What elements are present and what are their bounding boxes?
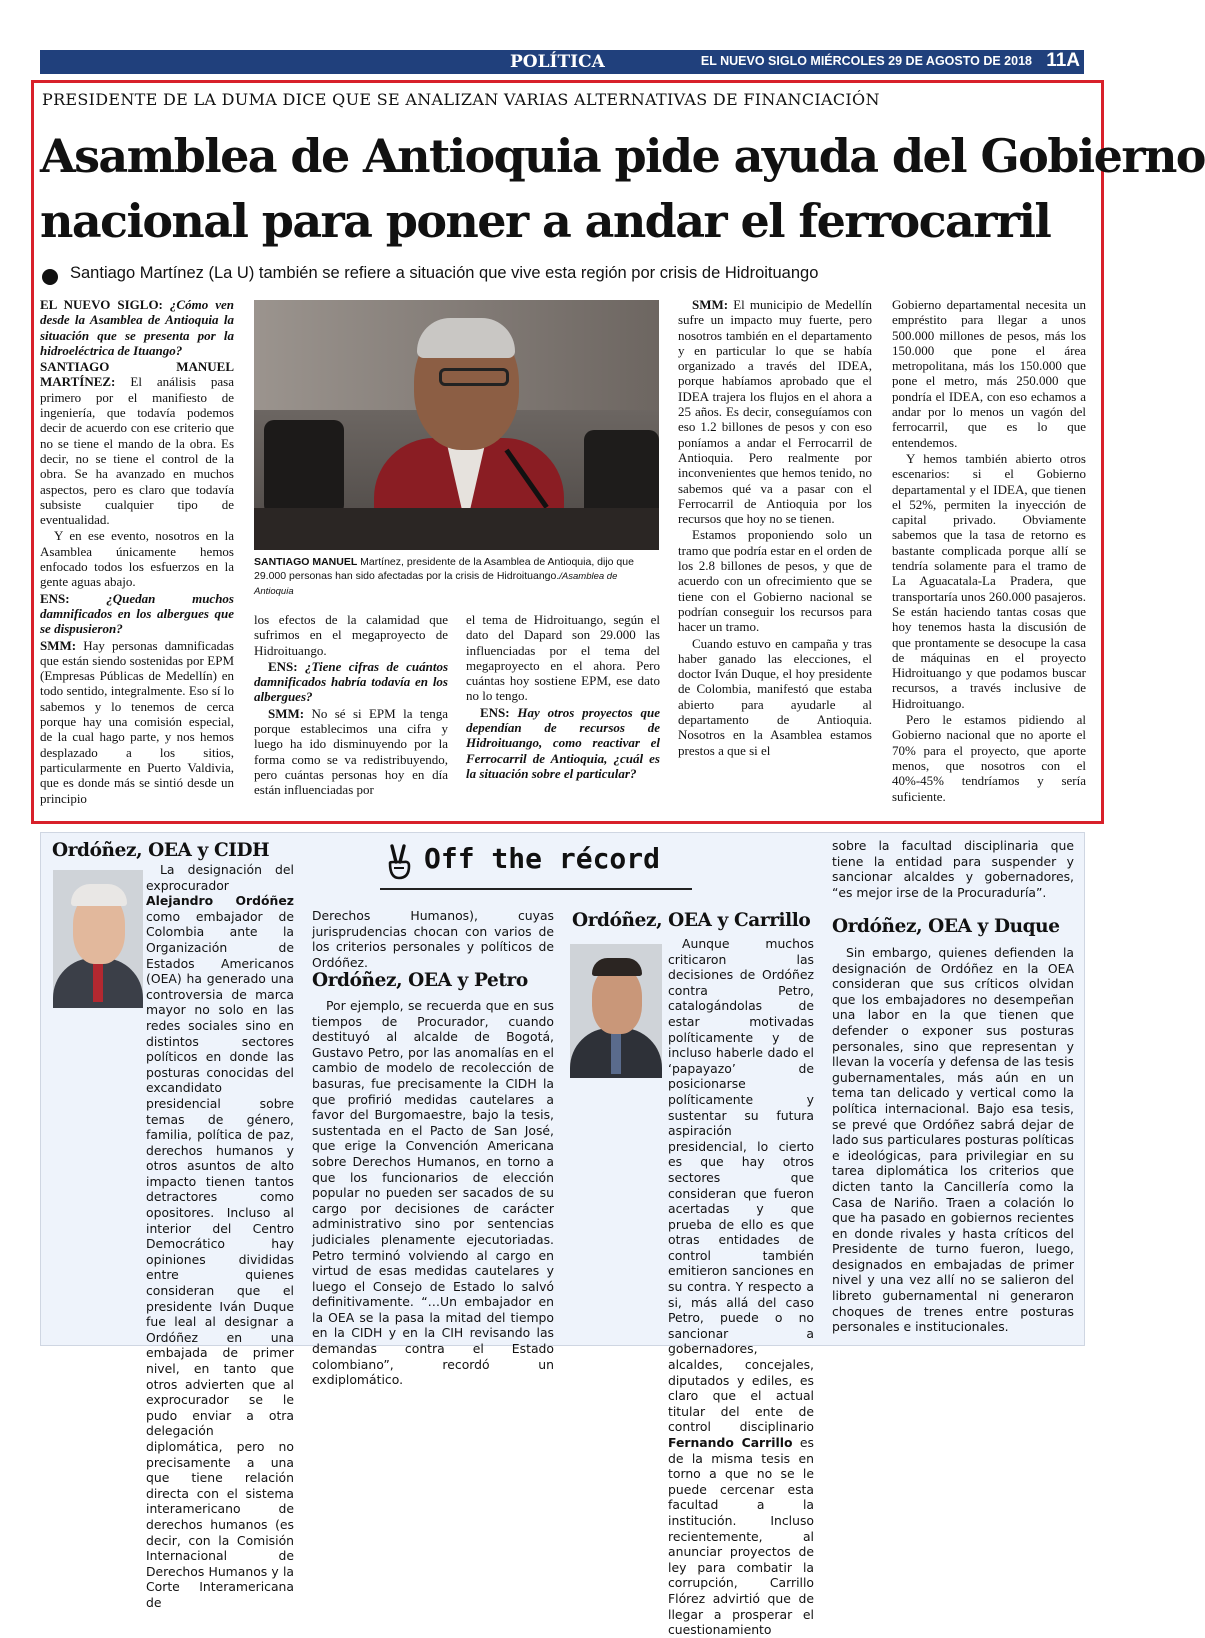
title-underline bbox=[380, 888, 692, 890]
off-the-record-title: Off the récord bbox=[424, 842, 661, 875]
headline-line-2: nacional para poner a andar el ferrocarril bbox=[40, 194, 1051, 248]
interview-question: ENS: ¿Quedan muchos damnificados en los albergues que se dispusieron? bbox=[40, 590, 234, 637]
paragraph: Pero le estamos pidiendo al Gobierno nacional que no aporte el 70% para el proyecto, que aporte menos, que nosotros con el 40%-45% tendríamos y sería suficiente. bbox=[892, 712, 1086, 804]
interview-question: ENS: Hay otros proyectos que dependían de recursos de Hidroituango, como reactivar el Ferrocarril de Antioquia, ¿cuál es la situación sobre el particular? bbox=[466, 704, 660, 781]
off-column-4 bbox=[832, 945, 1074, 1335]
subhead-cidh: Ordóñez, OEA y CIDH bbox=[52, 840, 270, 861]
section-name: POLÍTICA bbox=[510, 52, 605, 72]
article-column-5 bbox=[892, 297, 1086, 807]
paragraph: los efectos de la calamidad que sufrimos en el megaproyecto de Hidroituango. bbox=[254, 612, 448, 658]
paragraph: Sin embargo, quienes defienden la designación de Ordóñez en la OEA consideran que sus críticos olvidan que los embajadores no desempeñan una labor en la que tienen que defender o exponer sus posturas personales, sino que representan y llevan la vocería y defensa de las tesis gubernamentales, más aún en un tema tan delicado y vertical como la política internacional. Bajo esa tesis, se prevé que Ordóñez sabrá dejar de lado sus particulares posturas políticas e ideológicas, para privilegiar en su tarea diplomática los criterios que dicten tanto la Cancillería como la Casa de Nariño. Traen a colación lo que ha pasado en gobiernos recientes en donde rivales y hasta críticos del Presidente de turno fueron, luego, designados en embajadas de primer nivel y una vez allí no se salieron del libreto gubernamental ni generaron choques de trenes entre posturas personales e institucionales. bbox=[832, 945, 1074, 1335]
interview-question: EL NUEVO SIGLO: ¿Cómo ven desde la Asamblea de Antioquia la situación que se presenta por la hidroeléctrica de Ituango? bbox=[40, 297, 234, 358]
article-column-4 bbox=[678, 297, 872, 807]
off-column-2 bbox=[312, 998, 554, 1388]
article-headline bbox=[40, 124, 1205, 254]
paragraph: Estamos proponiendo solo un tramo que podría estar en el orden de los 2.8 billones de pesos, y que de acuerdo con un ofrecimiento que se tiene con el Gobierno nacional se podrían conseguir los recursos para hacer un tramo. bbox=[678, 527, 872, 635]
article-column-1 bbox=[40, 297, 234, 807]
interview-answer: SANTIAGO MANUEL MARTÍNEZ: El análisis pasa primero por el manifiesto de ingeniería, que todavía podemos decir de acuerdo con ese criterio que no se tiene el mando de la obra. Es decir, no se tiene el control de la obra. Se ha avanzado en muchos aspectos, pero es claro que todavía subsiste cualquier tipo de eventualidad. bbox=[40, 359, 234, 528]
section-header-bar bbox=[40, 50, 1084, 74]
interview-question: ENS: ¿Tiene cifras de cuántos damnificados habría todavía en los albergues? bbox=[254, 658, 448, 705]
paragraph: La designación del exprocurador Alejandro Ordóñez como embajador de Colombia ante la Organización de Estados Americanos (OEA) ha generado una controversia de marca mayor no solo en las redes sociales sino en distintos sectores políticos en donde las posturas conocidas del excandidato presidencial sobre temas de género, familia, política de paz, derechos humanos y otros asuntos de alto impacto tienen tantos detractores como opositores. Incluso al interior del Centro Democrático hay opiniones divididas entre quienes consideran que el presidente Iván Duque fue leal al designar a Ordóñez en una embajada de primer nivel, en tanto que otros advierten que al exprocurador se le pudo enviar a otra delegación diplomática, pero no precisamente a una que tiene relación directa con el sistema interamericano de derechos humanos (es decir, con la Comisión Internacional de Derechos Humanos y la Corte Interamericana de bbox=[146, 862, 294, 1610]
off-column-1 bbox=[52, 862, 294, 1610]
article-lead: Santiago Martínez (La U) también se refiere a situación que vive esta región por crisis de Hidroituango bbox=[70, 264, 819, 282]
paragraph: Y hemos también abierto otros escenarios: si el Gobierno departamental y el IDEA, que tienen el 52%, permiten la inyección de capital privado. Obviamente sabemos que la tasa de retorno es bastante complicada porque allí se tendría solamente para el tramo de La Aguacatala-La Pradera, que transportaría unos 260.000 pasajeros. Se están haciendo tantas cosas que hoy tenemos hasta la discusión de que prontamente se desocupe la casa de máquinas en el proyecto Hidroituango y que podamos buscar recursos, a través inclusive de Hidroituango. bbox=[892, 450, 1086, 711]
subhead-carrillo: Ordóñez, OEA y Carrillo bbox=[572, 910, 811, 931]
article-column-2 bbox=[254, 612, 448, 808]
article-kicker: PRESIDENTE DE LA DUMA DICE QUE SE ANALIZAN VARIAS ALTERNATIVAS DE FINANCIACIÓN bbox=[42, 90, 880, 109]
paragraph: Por ejemplo, se recuerda que en sus tiempos de Procurador, cuando destituyó al alcalde de Bogotá, Gustavo Petro, por las anomalías en el cambio de modelo de recolección de basuras, fue precisamente la CIDH la que profirió medidas cautelares a favor del Burgomaestre, bajo la tesis, sustentada en el Pacto de San José, que erige la Convención Americana sobre Derechos Humanos, en torno a que los funcionarios de elección popular no pueden ser sacados de su cargo por decisiones de carácter administrativo sino por sentencias judiciales plenamente ejecutoriadas. Petro terminó volviendo al cargo en virtud de esas medidas cautelares y luego el Consejo de Estado lo salvó definitivamente. “…Un embajador en la OEA se la pasa la mitad del tiempo en la CIDH y en la CIH revisando las demandas contra el Estado colombiano”, recordó un exdiplomático. bbox=[312, 998, 554, 1388]
article-photo bbox=[254, 300, 659, 550]
paper-date-line: EL NUEVO SIGLO MIÉRCOLES 29 DE AGOSTO DE 2018 bbox=[700, 54, 1032, 68]
peace-hand-icon bbox=[384, 844, 414, 880]
interview-answer: SMM: No sé si EPM la tenga porque establecimos una cifra y luego ha ido disminuyendo por la forma como se va redistribuyendo, pero cuántas personas hoy en día están influenciadas por bbox=[254, 705, 448, 798]
paragraph: el tema de Hidroituango, según el dato del Dapard son 29.000 las influenciadas por el tema del megaproyecto en el ahora. Pero cuántas hoy sostiene EPM, ese dato no lo tengo. bbox=[466, 612, 660, 704]
off-column-2-top: Derechos Humanos), cuyas jurisprudencias chocan con varios de los criterios personales y políticos de Ordóñez. bbox=[312, 908, 554, 970]
off-column-3 bbox=[572, 936, 814, 1638]
bullet-dot-icon bbox=[42, 269, 58, 285]
paragraph: Gobierno departamental necesita un empréstito para llegar a unos 500.000 millones de pesos, más los 150.000 que pone el área metropolitana, más los 150.000 que pone el metro, más 250.000 que pondría el IDEA, con eso echamos a andar por lo menos un vagón del ferrocarril, que es lo que entendemos. bbox=[892, 297, 1086, 450]
interview-answer: SMM: Hay personas damnificadas que están siendo sostenidas por EPM (Empresas Públicas de Medellín) en todo sentido, integralmente. Eso sí lo sabemos y lo tenemos de cerca porque hay una comisión especial, de la cual hago parte, y nos hemos desplazado a los sitios, particularmente en Puerto Valdivia, que es donde más se sintió desde un principio bbox=[40, 637, 234, 806]
photo-caption: SANTIAGO MANUEL Martínez, presidente de la Asamblea de Antioquia, dijo que 29.000 personas han sido afectadas por la crisis de Hidroituango./Asamblea de Antioquia bbox=[254, 556, 634, 597]
off-column-4-top: sobre la facultad disciplinaria que tiene la entidad para suspender y sancionar alcaldes y gobernadores, “es mejor irse de la Procuraduría”. bbox=[832, 838, 1074, 900]
paragraph: Cuando estuvo en campaña y tras haber ganado las elecciones, el doctor Iván Duque, el hoy presidente de Colombia, manifestó que estaba abierto para ayudarle al departamento de Antioquia. Nosotros en la Asamblea estamos prestos a que si el bbox=[678, 635, 872, 758]
page-number: 11A bbox=[1046, 50, 1080, 71]
interview-answer: SMM: El municipio de Medellín sufre un impacto muy fuerte, pero nosotros también en el departamento y en particular lo que se había organizado a través del IDEA, porque habíamos aprobado que el IDEA trajera los flujos en el ahora a 25 años. Es decir, conseguíamos con eso 1.2 billones de pesos y con eso poníamos a andar el Ferrocarril de Antioquia. Pero realmente por inconvenientes que hemos tenido, no sabemos qué va a pasar con el Ferrocarril de Antioquia por los recursos que hoy no se tienen. bbox=[678, 297, 872, 527]
subhead-petro: Ordóñez, OEA y Petro bbox=[312, 970, 528, 991]
subhead-duque: Ordóñez, OEA y Duque bbox=[832, 916, 1060, 937]
photo-credit: /Asamblea de Antioquia bbox=[254, 571, 618, 597]
headline-line-1: Asamblea de Antioquia pide ayuda del Gobierno bbox=[40, 129, 1205, 183]
paragraph: Y en ese evento, nosotros en la Asamblea únicamente hemos enfocado todos los esfuerzos en la gente aguas abajo. bbox=[40, 528, 234, 590]
article-column-3 bbox=[466, 612, 660, 808]
paragraph: Aunque muchos criticaron las decisiones de Ordóñez contra Petro, catalogándolas de estar motivadas políticamente y de incluso haberle dado el ‘papayazo’ de posicionarse políticamente y sustentar su futura aspiración presidencial, lo cierto es que hay otros sectores que consideran que fueron acertadas y que prueba de ello es que otras entidades de control también emitieron sanciones en su contra. Y respecto a si, más allá del caso Petro, puede o no sancionar a gobernadores, alcaldes, concejales, diputados y ediles, es claro que el actual titular del ente de control disciplinario Fernando Carrillo es de la misma tesis en torno a que no se le puede cercenar esta facultad a la institución. Incluso recientemente, al anunciar proyectos de ley para combatir la corrupción, Carrillo Flórez advirtió que de llegar a prosperar el cuestionamiento bbox=[668, 936, 814, 1638]
